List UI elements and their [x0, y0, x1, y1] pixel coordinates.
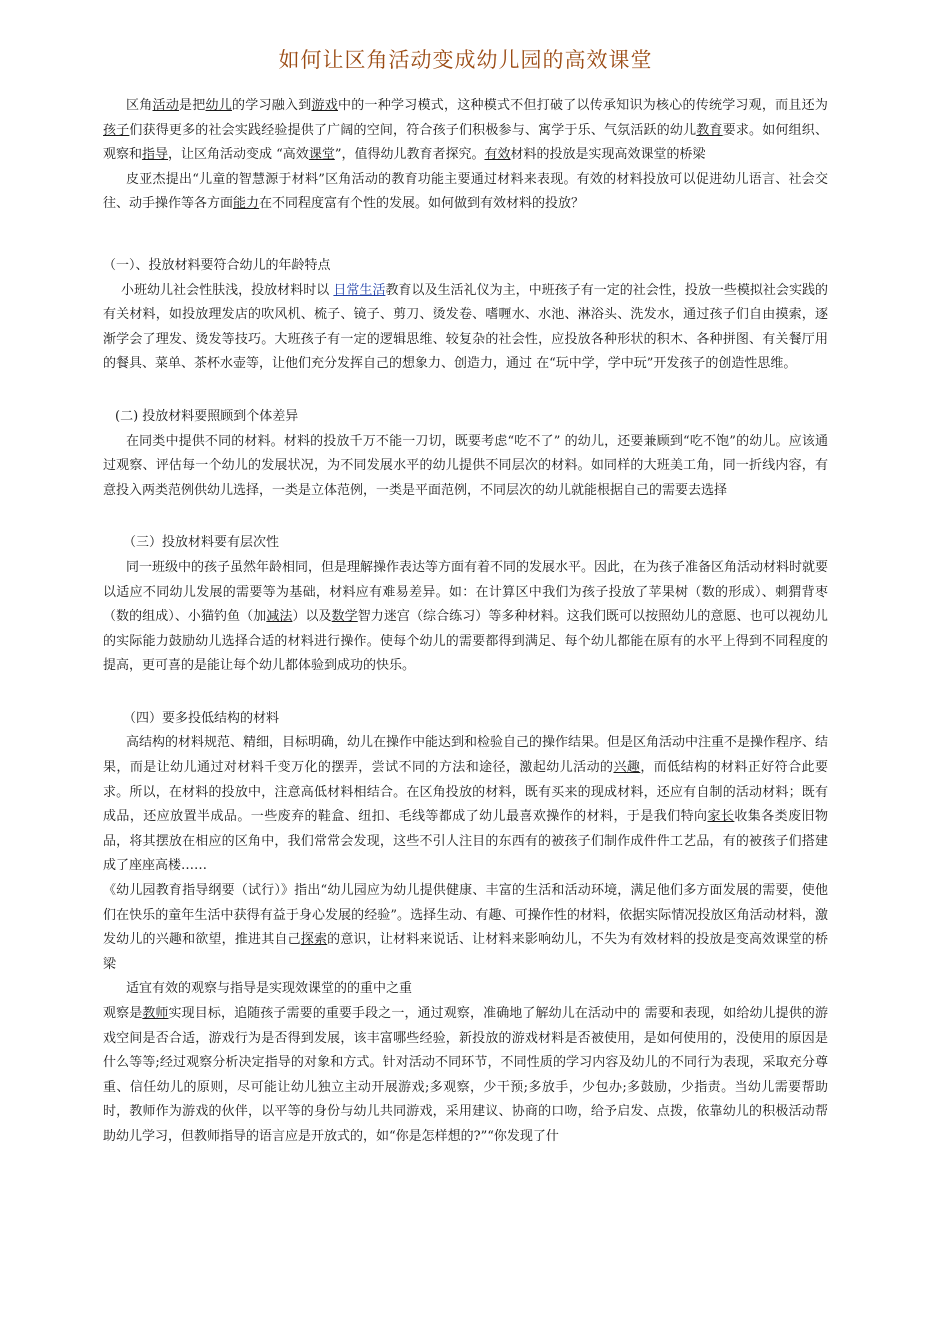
link-activity[interactable]: 活动 — [152, 98, 179, 113]
link-classroom[interactable]: 课堂 — [308, 147, 335, 163]
paragraph-layering — [103, 556, 828, 679]
text-span: ，而低结构的材料正好符合此要求。所以，在材料的投放中，注意高低材料相结合。在区角投放的材料，既有买来的现成材料，还应有自制的活动材料；既有成品，还应放置半成品。一些废弃的鞋盒、纽扣、毛线等都成了幼儿最喜欢操作的材料，于是我们特向 — [103, 760, 828, 825]
text-span: 同一班级中的孩子虽然年龄相同，但是理解操作表达等方面有着不同的发展水平。因此，在为孩子准备区角活动材料时就要以适应不同幼儿发展的需要等为基础，材料应有难易差异。如：在计算区中我们为孩子投放了苹果树（数的形成）、刺猬背枣（数的组成）、小猫钓鱼（加 — [103, 559, 829, 625]
paragraph-intro — [103, 94, 828, 168]
paragraph-low-structure — [103, 731, 828, 879]
paragraph-observation — [103, 1002, 828, 1150]
link-explore[interactable]: 探索 — [300, 932, 328, 948]
text-span: ）以及 — [292, 609, 332, 625]
text-span: 们获得更多的社会实践经验提供了广阔的空间，符合孩子们积极参与、寓学于乐、气氛活跃的幼儿 — [129, 122, 697, 138]
paragraph-piaget — [103, 168, 828, 217]
text-span: 材料的投放是实现高效课堂的桥梁 — [510, 147, 706, 163]
text-span: 《幼儿园教育指导纲要（试行）》指出“幼儿园应为幼儿提供健康、丰富的生活和活动环境，满足他们多方面发展的需要，使他们在快乐的童年生活中获得有益于身心发展的经验”。选择生动、有趣、可操作性的材料，依据实际情况投放区角活动材料，激发幼儿的兴趣和欲望，推进其自己 — [103, 883, 828, 948]
text-span: 观察是 — [103, 1006, 143, 1021]
link-subtraction[interactable]: 减法 — [266, 609, 293, 625]
text-span: 皮亚杰提出“儿童的智慧源于材料”区角活动的教育功能主要通过材料来表现。有效的材料投放可以促进幼儿语言、社会交往、动手操作等各方面 — [103, 171, 828, 212]
link-game[interactable]: 游戏 — [311, 98, 338, 113]
link-education[interactable]: 教育 — [696, 122, 723, 138]
text-span: ，让区角活动变成 “高效 — [168, 147, 309, 163]
link-teacher[interactable]: 教师 — [142, 1006, 169, 1021]
section-heading-5: 适宜有效的观察与指导是实现效课堂的的重中之重 — [126, 981, 413, 997]
page-title: 如何让区角活动变成幼儿园的高效课堂 — [278, 48, 653, 72]
text-span: 教育以及生活礼仪为主，中班孩子有一定的社会性，投放一些模拟社会实践的有关材料，如投放理发店的吹风机、梳子、镜子、剪刀、烫发卷、嗜喱水、水池、淋浴头、洗发水，通过孩子们自由摸索，逐渐学会了理发、烫发等技巧。大班孩子有一定的逻辑思维、较复杂的社会性，应投放各种形状的积木、各种拼图、有关餐厅用的餐具、菜单、茶杯水壶等，让他们充分发挥自己的想象力、创造力，通过 在“玩中学，学中玩”开发孩子的创造性思维。 — [103, 282, 828, 372]
section-heading-3: （三）投放材料要有层次性 — [123, 535, 280, 551]
text-span: ”，值得幼儿教育者探究。 — [334, 147, 485, 163]
link-daily-life[interactable]: 日常生活 — [333, 282, 386, 298]
paragraph-guideline — [103, 879, 828, 977]
text-span: 的意识，让材料来说话、让材料来影响幼儿，不失为有效材料的投放是变高效课堂的桥梁 — [103, 932, 828, 972]
text-span: 在不同程度富有个性的发展。如何做到有效材料的投放？ — [259, 196, 585, 212]
text-span: 要求。如何组织、观察和 — [103, 122, 828, 163]
section-heading-2: (二) 投放材料要照顾到个体差异 — [115, 408, 299, 424]
link-ability[interactable]: 能力 — [233, 196, 260, 212]
link-interest[interactable]: 兴趣 — [613, 760, 641, 776]
link-math[interactable]: 数学 — [331, 609, 358, 625]
paragraph-individual-difference: 在同类中提供不同的材料。材料的投放千万不能一刀切，既要考虑“吃不了” 的幼儿，还要兼顾到“吃不饱”的幼儿。应该通过观察、评估每一个幼儿的发展状况，为不同发展水平的幼儿提供不同层次的材料。如同样的大班美工角，同一折线内容，有意投入两类范例供幼儿选择，一类是立体范例，一类是平面范例，不同层次的幼儿就能根据自己的需要去选择 — [103, 433, 828, 498]
text-span: 是把 — [179, 98, 206, 113]
text-span: 小班幼儿社会性肤浅，投放材料时以 — [121, 282, 334, 298]
paragraph-age-features — [103, 279, 828, 377]
text-span: 的学习融入到 — [232, 98, 312, 113]
section-heading-4: （四）要多投低结构的材料 — [123, 710, 280, 726]
text-span: 实现目标，追随孩子需要的重要手段之一，通过观察，准确地了解幼儿在活动中的 需要和表现，如给幼儿提供的游戏空间是否合适，游戏行为是否得到发展，该丰富哪些经验，新投放的游戏材料是否被使用，是如何使用的，没使用的原因是什么等等;经过观察分析决定指导的对象和方式。针对活动不同环节，不同性质的学习内容及幼儿的不同行为表现，采取充分尊重、信任幼儿的原则，尽可能让幼儿独立主动开展游戏;多观察，少干预;多放手，少包办;多鼓励，少指责。当幼儿需要帮助时，教师作为游戏的伙伴，以平等的身份与幼儿共同游戏，采用建议、协商的口吻，给予启发、点拨，依靠幼儿的积极活动帮助幼儿学习，但教师指导的语言应是开放式的，如“你是怎样想的?”“你发现了什 — [103, 1006, 828, 1144]
text-span: 智力迷宫（综合练习）等多种材料。这我们既可以按照幼儿的意愿、也可以视幼儿的实际能力鼓励幼儿选择合适的材料进行操作。使每个幼儿的需要都得到满足、每个幼儿都能在原有的水平上得到不同程度的提高，更可喜的是能让每个幼儿都体验到成功的快乐。 — [103, 609, 828, 674]
link-kids[interactable]: 孩子 — [103, 122, 130, 138]
text-span: 收集各类废旧物品，将其摆放在相应的区角中，我们常常会发现，这些不引人注目的东西有的被孩子们制作成件件工艺品，有的被孩子们搭建成了座座高楼…… — [103, 809, 828, 874]
link-guidance[interactable]: 指导 — [142, 147, 169, 163]
text-span: 高结构的材料规范、精细，目标明确，幼儿在操作中能达到和检验自己的操作结果。但是区角活动中注重不是操作程序、结果，而是让幼儿通过对材料千变万化的摆弄，尝试不同的方法和途径，激起幼儿活动的 — [103, 735, 829, 776]
text-span: 中的一种学习模式，这种模式不但打破了以传承知识为核心的传统学习观，而且还为 — [338, 98, 828, 113]
link-parents[interactable]: 家长 — [707, 809, 735, 825]
section-heading-1: （一）、投放材料要符合幼儿的年龄特点 — [103, 257, 331, 273]
text-span: 区角 — [126, 98, 153, 113]
link-effective[interactable]: 有效 — [484, 147, 511, 163]
link-child[interactable]: 幼儿 — [205, 98, 232, 113]
